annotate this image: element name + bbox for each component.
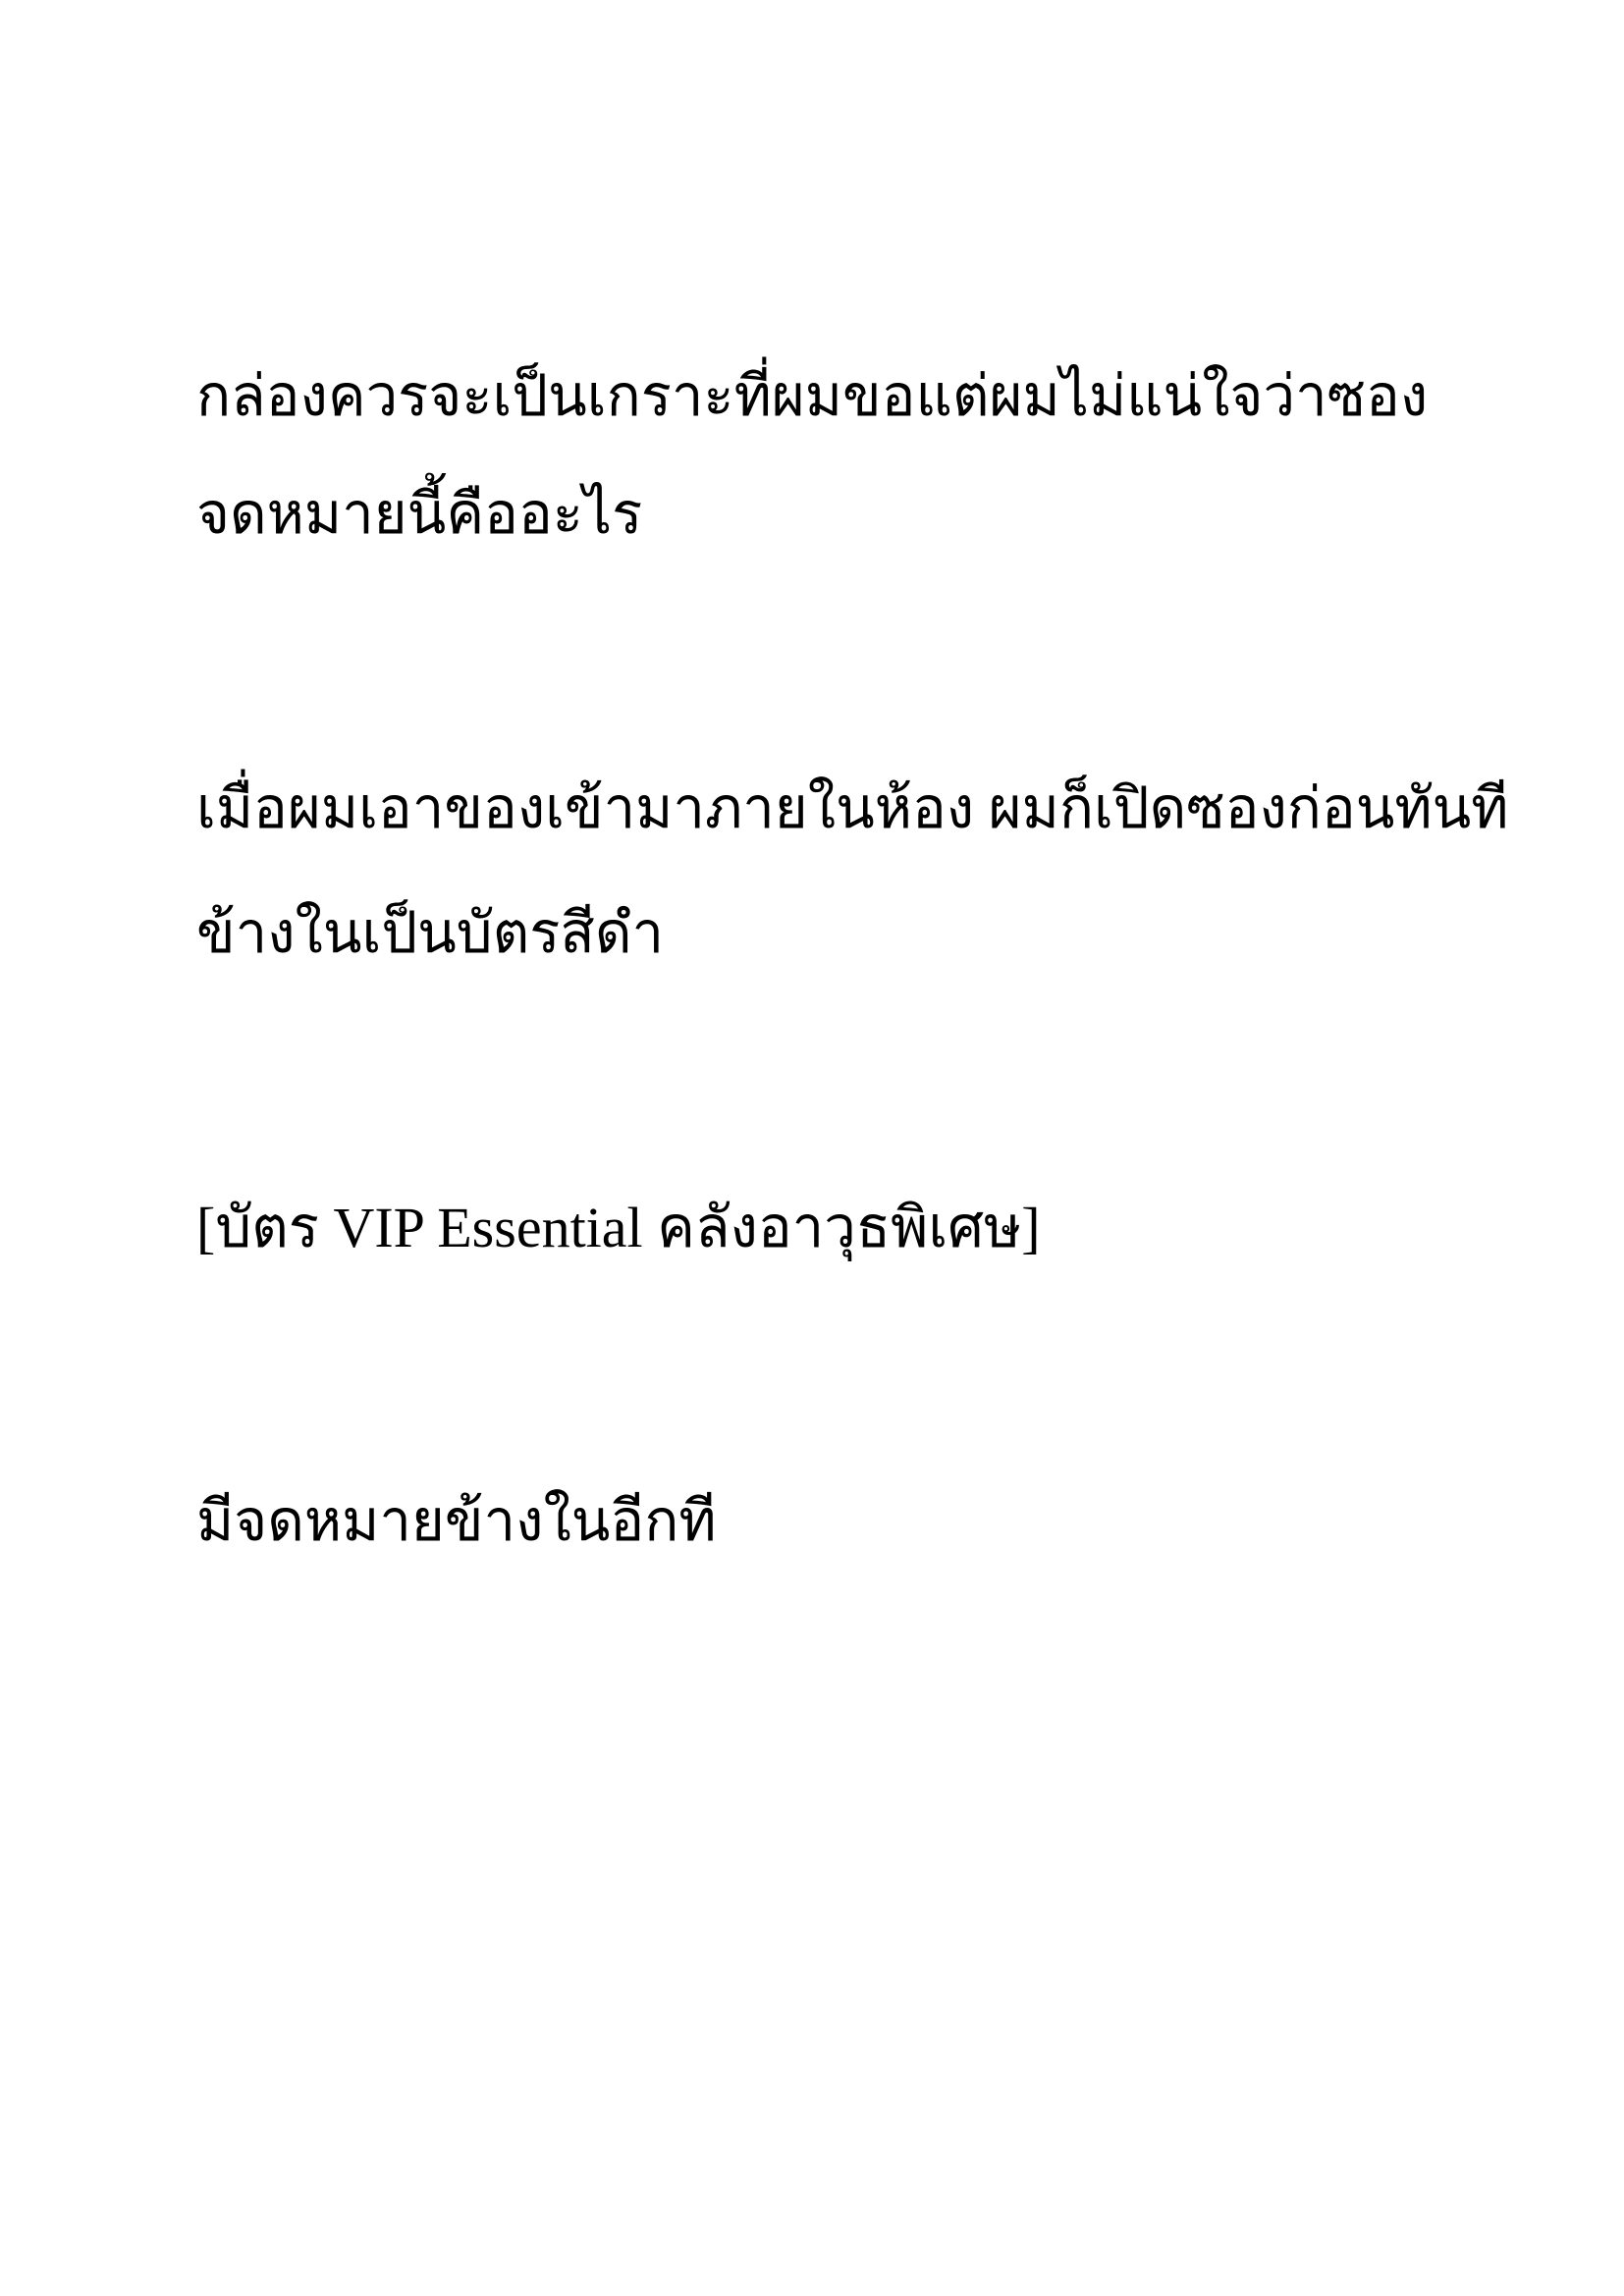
paragraph-1-line-1: กล่องควรจะเป็นเกราะที่ผมขอแต่ผมไม่แน่ใจว่าซอง [196,364,1429,428]
paragraph-2-line-1: เมื่อผมเอาของเข้ามาภายในห้อง ผมก็เปิดซองก่อนทันที [196,776,1509,840]
paragraph-2-line-2: ข้างในเป็นบัตรสีดำ [196,901,665,965]
paragraph-1-line-2: จดหมายนี้คืออะไร [196,482,643,546]
paragraph-3-line-1: [บัตร VIP Essential คลังอาวุธพิเศษ] [196,1196,1041,1259]
paragraph-4-line-1: มีจดหมายข้างในอีกที [196,1489,717,1553]
